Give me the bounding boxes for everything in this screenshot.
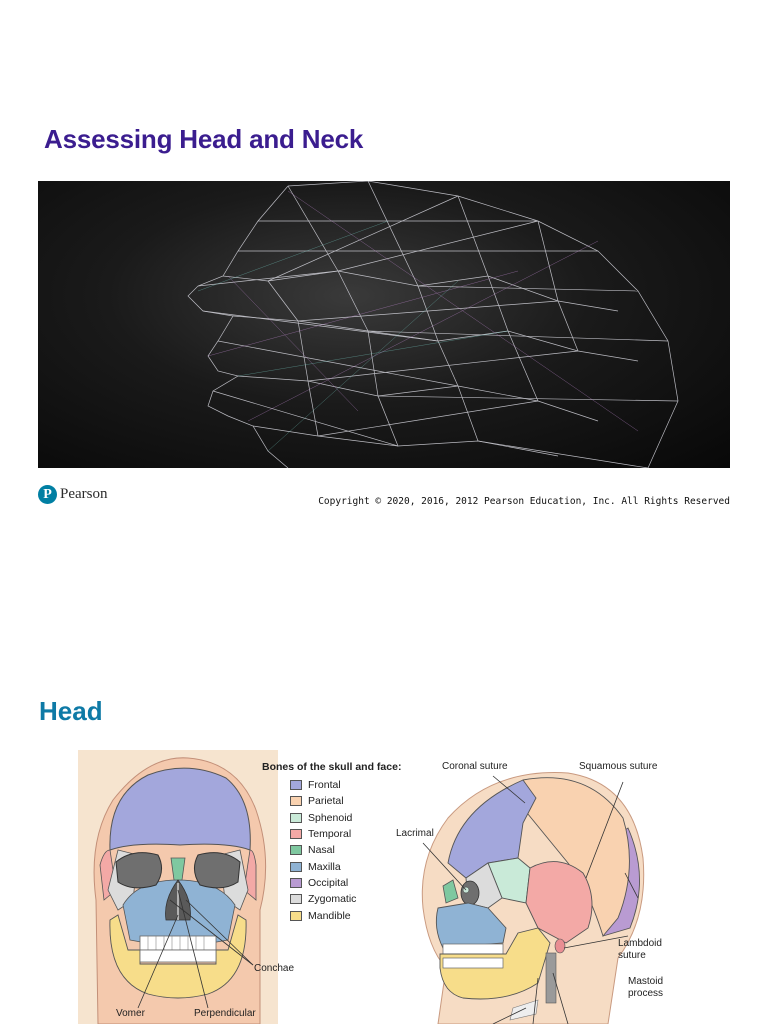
legend-label: Zygomatic [308,893,357,906]
legend-item-mandible [290,907,356,923]
label-mastoid-process [628,976,663,1000]
legend-swatch [290,911,302,921]
legend-title: Bones of the skull and face: [262,761,402,773]
legend-label: Parietal [308,795,344,808]
legend-item-temporal [290,826,356,842]
legend-label: Nasal [308,844,335,857]
legend-item-sphenoid [290,810,356,826]
skull-front-illustration [78,750,278,1024]
label-mastoid-line1: Mastoid [628,976,664,987]
legend-label: Temporal [308,828,352,841]
pearson-p-icon: P [38,485,57,504]
legend-item-nasal [290,842,356,858]
copyright-notice: Copyright © 2020, 2016, 2012 Pearson Education, Inc. All Rights Reserved [318,496,730,507]
pearson-logo [38,484,108,504]
legend-swatch [290,878,302,888]
label-squamous-suture: Squamous suture [579,761,658,772]
legend-swatch [290,796,302,806]
wireframe-face-graphic [38,181,730,468]
legend-swatch [290,813,302,823]
legend-label: Frontal [308,779,341,792]
label-mastoid-line2: process [628,988,664,999]
legend-label: Occipital [308,876,349,889]
legend-item-zygomatic [290,891,356,907]
legend-item-maxilla [290,858,356,874]
legend-swatch [290,780,302,790]
label-vomer: Vomer [116,1008,145,1019]
slide-title: Assessing Head and Neck [44,124,364,154]
label-conchae: Conchae [254,963,295,974]
skull-lateral-illustration [418,768,648,1024]
slide-head [0,650,768,1024]
legend-item-occipital [290,875,356,891]
legend-item-frontal [290,777,356,793]
label-coronal-suture: Coronal suture [442,761,508,772]
legend-label: Sphenoid [308,811,353,824]
slide-title: Head [39,696,103,726]
label-lambdoid [618,938,662,962]
legend-swatch [290,894,302,904]
label-lacrimal: Lacrimal [396,828,434,839]
legend-swatch [290,845,302,855]
wireframe-face-image [38,181,730,468]
legend-label: Maxilla [308,860,341,873]
label-perpendicular: Perpendicular [194,1008,256,1019]
label-lambdoid-line2: suture [618,950,646,961]
pearson-wordmark: Pearson [60,485,108,502]
bone-legend [290,777,356,924]
label-lambdoid-line1: Lambdoid [618,938,662,949]
legend-label: Mandible [308,909,351,922]
legend-item-parietal [290,793,356,809]
legend-swatch [290,862,302,872]
legend-swatch [290,829,302,839]
